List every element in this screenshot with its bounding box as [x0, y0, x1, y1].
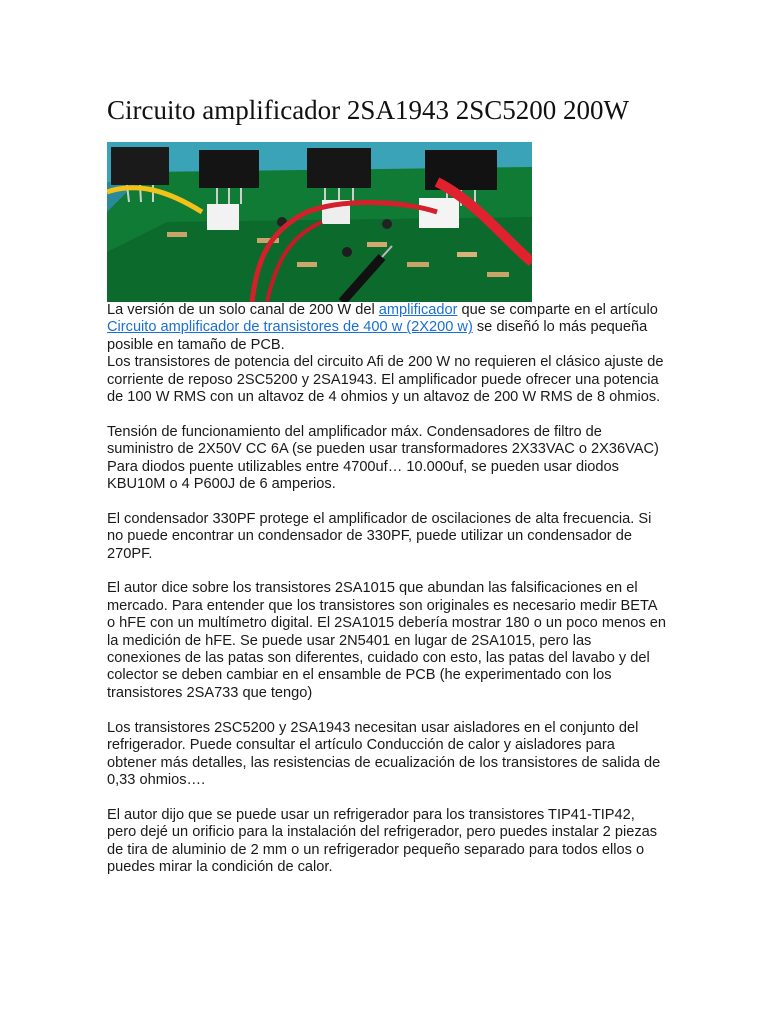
- power-transistor-3: [307, 148, 371, 188]
- terminal-block-1: [207, 204, 239, 230]
- paragraph-quiescent-current: Los transistores de potencia del circuito Afi de 200 W no requieren el clásico ajuste de corriente de reposo 2SC5200 y 2SA1943. El amplificador puede ofrecer una potencia de 100 W RMS con un altavoz de 4 ohmios y un altavoz de 200 W RMS de 8 ohmios.: [107, 354, 664, 406]
- power-transistor-2: [199, 150, 259, 188]
- page-title: Circuito amplificador 2SA1943 2SC5200 200W: [107, 95, 629, 125]
- pcb-board-shade: [107, 217, 532, 302]
- intro-text-1: La versión de un solo canal de 200 W del: [107, 302, 379, 318]
- paragraph-fake-transistors: El autor dice sobre los transistores 2SA1015 que abundan las falsificaciones en el mercado. Para entender que los transistores son originales es necesario medir BETA o hFE con un multímetro digital. El 2SA1015 debería mostrar 180 o un poco menos en la medición de hFE. Se puede usar 2N5401 en lugar de 2SA1015, pero las conexiones de las patas son diferentes, cuidado con esto, las patas del lavabo y del colector se deben cambiar en el ensamble de PCB (he experimentado con los transistores 2SA733 que tengo): [107, 580, 666, 701]
- paragraph-supply-voltage: Tensión de funcionamiento del amplificador máx. Condensadores de filtro de suministro de 2X50V CC 6A (se pueden usar transformadores 2X33VAC o 2X36VAC) Para diodos puente utilizables entre 4700uf… 10.000uf, se pueden usar diodos KBU10M o 4 P600J de 6 amperios.: [107, 423, 659, 493]
- intro-text-2: que se comparte en el artículo: [457, 302, 658, 318]
- power-transistor-4: [425, 150, 497, 190]
- paragraph-intro: [107, 302, 667, 354]
- paragraph-capacitor: El condensador 330PF protege el amplificador de oscilaciones de alta frecuencia. Si no puede encontrar un condensador de 330PF, puede utilizar un condensador de 270PF.: [107, 510, 652, 562]
- pcb-photo-illustration: [107, 142, 532, 302]
- paragraph-insulators: Los transistores 2SC5200 y 2SA1943 necesitan usar aisladores en el conjunto del refrigerador. Puede consultar el artículo Conducción de calor y aisladores para obtener más detalles, las resistencias de ecualización de los transistores de salida de 0,33 ohmios….: [107, 719, 661, 788]
- link-circuito-400w[interactable]: Circuito amplificador de transistores de 400 w (2X200 w): [107, 319, 473, 336]
- intro-text-3: se diseñó lo más pequeña posible en tamaño de PCB.: [107, 319, 648, 353]
- link-amplificador[interactable]: amplificador: [378, 302, 458, 318]
- terminal-block-3: [419, 198, 459, 228]
- amplifier-pcb-photo: [107, 142, 532, 302]
- article-body: [107, 302, 667, 894]
- paragraph-heatsink: El autor dijo que se puede usar un refrigerador para los transistores TIP41-TIP42, pero dejé un orificio para la instalación del refrigerador, pero puedes instalar 2 piezas de tira de aluminio de 2 mm o un refrigerador pequeño separado para todos ellos o puedes mirar la condición de calor.: [107, 806, 658, 875]
- power-transistor-1: [111, 147, 169, 185]
